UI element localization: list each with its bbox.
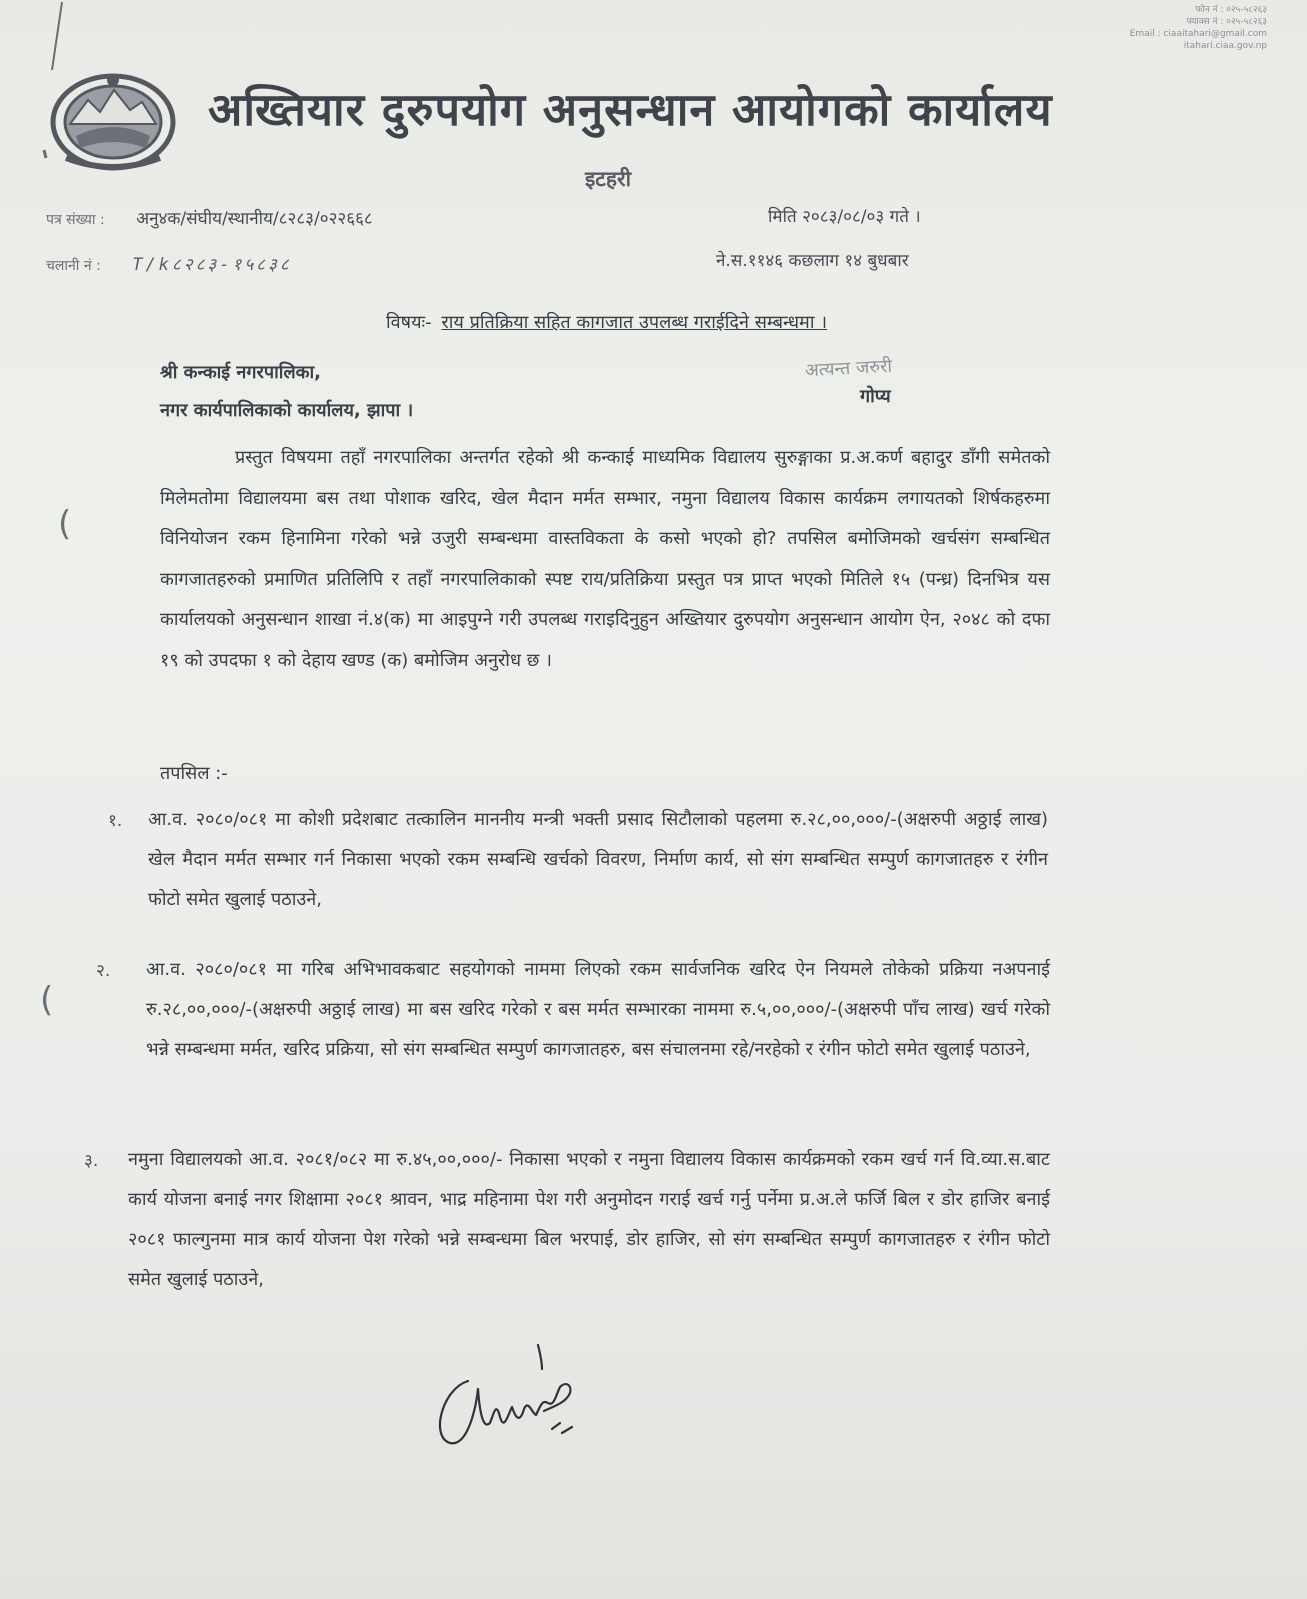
contact-block — [1130, 4, 1267, 52]
item-number: २. — [96, 961, 111, 981]
subject-label: विषयः- — [386, 312, 432, 333]
margin-mark-1: ( — [58, 504, 72, 544]
urgency-note: अत्यन्त जरुरी — [804, 355, 893, 382]
addressee-line-1: श्री कन्काई नगरपालिका, — [160, 362, 321, 383]
list-item: आ.व. २०८०/०८१ मा कोशी प्रदेशबाट तत्कालिन माननीय मन्त्री भक्ती प्रसाद सिटौलाको पहलमा रु.२८,००,०००/-(अक्षरुपी अठ्ठाई लाख) खेल मैदान मर्मत सम्भार गर्न निकासा भएको रकम सम्बन्धि खर्चको विवरण, निर्माण कार्य, सो संग सम्बन्धित सम्पुर्ण कागजातहरु र रंगीन फोटो समेत खुलाई पठाउने, — [148, 809, 1048, 910]
letter-number-value: अनु४क/संघीय/स्थानीय/८२८३/०२२६६८ — [136, 209, 373, 229]
dispatch-number-label: चलानी नं : — [46, 258, 101, 274]
contact-email: Email : ciaaitahari@gmail.com — [1129, 29, 1267, 39]
office-location: इटहरी — [585, 167, 632, 191]
contact-web: itahari.ciaa.gov.np — [1183, 41, 1267, 51]
contact-fax: फ्याक्स नं : ०२५-५८२६३ — [1186, 17, 1267, 27]
tapasil-label: तपसिल :- — [160, 763, 228, 784]
addressee-line-2: नगर कार्यपालिकाको कार्यालय, झापा । — [160, 400, 414, 421]
office-title: अख्तियार दुरुपयोग अनुसन्धान आयोगको कार्यालय — [208, 83, 1053, 136]
letter-number-row — [46, 206, 373, 229]
handwritten-signature — [432, 1337, 592, 1459]
subject-text: राय प्रतिक्रिया सहित कागजात उपलब्ध गराईदिने सम्बन्धमा । — [441, 312, 828, 333]
nepal-samvat-date: ने.स.११४६ कछलाग १४ बुधबार — [716, 251, 909, 271]
nepal-emblem-logo — [48, 66, 178, 172]
confidential-note: गोप्य — [860, 386, 891, 407]
letter-date: मिति २०८३/०८/०३ गते । — [768, 207, 921, 227]
dispatch-number-row — [46, 252, 292, 275]
margin-mark-2: ( — [40, 980, 54, 1020]
item-number: ३. — [84, 1151, 99, 1171]
list-item: नमुना विद्यालयको आ.व. २०८१/०८२ मा रु.४५,००,०००/- निकासा भएको र नमुना विद्यालय विकास कार्यक्रमको रकम खर्च गर्न वि.व्या.स.बाट कार्य योजना बनाई नगर शिक्षामा २०८१ श्रावन, भाद्र महिनामा पेश गरी अनुमोदन गराई खर्च गर्नु पर्नेमा प्र.अ.ले फर्जि बिल र डोर हाजिर बनाई २०८१ फाल्गुनमा मात्र कार्य योजना पेश गरेको भन्ने सम्बन्धमा बिल भरपाई, डोर हाजिर, सो संग सम्बन्धित सम्पुर्ण कागजातहरु र रंगीन फोटो समेत खुलाई पठाउने, — [128, 1149, 1050, 1290]
list-item: आ.व. २०८०/०८१ मा गरिब अभिभावकबाट सहयोगको नाममा लिएको रकम सार्वजनिक खरिद ऐन नियमले तोकेको प्रक्रिया नअपनाई रु.२८,००,०००/-(अक्षरुपी अठ्ठाई लाख) मा बस खरिद गरेको र बस मर्मत सम्भारका नाममा रु.५,००,०००/-(अक्षरुपी पाँच लाख) खर्च गरेको भन्ने सम्बन्धमा मर्मत, खरिद प्रक्रिया, सो संग सम्बन्धित सम्पुर्ण कागजातहरु, बस संचालनमा रहे/नरहेको र रंगीन फोटो समेत खुलाई पठाउने, — [146, 959, 1050, 1060]
dispatch-number-value: T/k८२८३-१५८३८ — [132, 255, 292, 275]
item-number: १. — [108, 811, 123, 831]
subject-line — [386, 310, 827, 334]
letter-number-label: पत्र संख्या : — [46, 212, 105, 228]
contact-phone: फोन नं : ०२५-५८२६३ — [1195, 5, 1267, 15]
body-paragraph: प्रस्तुत विषयमा तहाँ नगरपालिका अन्तर्गत रहेको श्री कन्काई माध्यमिक विद्यालय सुरुङ्गाका प्र.अ.कर्ण बहादुर डाँगी समेतको मिलेमतोमा विद्यालयमा बस तथा पोशाक खरिद, खेल मैदान मर्मत सम्भार, नमुना विद्यालय विकास कार्यक्रम लगायतको शिर्षकहरुमा विनियोजन रकम हिनामिना गरेको भन्ने उजुरी सम्बन्धमा वास्तविकता के कसो भएको हो? तपसिल बमोजिमको खर्चसंग सम्बन्धित कागजातहरुको प्रमाणित प्रतिलिपि र तहाँ नगरपालिकाको स्पष्ट राय/प्रतिक्रिया प्रस्तुत पत्र प्राप्त भएको मितिले १५ (पन्ध्र) दिनभित्र यस कार्यालयको अनुसन्धान शाखा नं.४(क) मा आइपुग्ने गरी उपलब्ध गराइदिनुहुन अख्तियार दुरुपयोग अनुसन्धान आयोग ऐन, २०४८ को दफा १९ को उपदफा १ को देहाय खण्ड (क) बमोजिम अनुरोध छ । — [160, 447, 1050, 671]
